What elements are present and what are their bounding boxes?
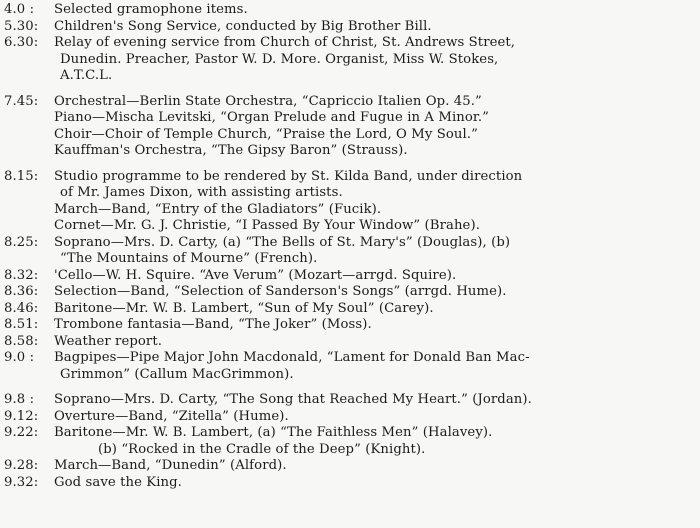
entry-line: Overture—Band, “Zitella” (Hume). (54, 408, 289, 424)
entry-line: Choir—Choir of Temple Church, “Praise the Lord, O My Soul.” (54, 126, 478, 142)
entry-line: Grimmon” (Callum MacGrimmon). (60, 366, 294, 382)
entry-time: 9.32: (4, 474, 39, 490)
entry-body (54, 475, 692, 492)
entry-line: Baritone—Mr. W. B. Lambert, “Sun of My Soul” (Carey). (54, 300, 434, 316)
entry-body (54, 2, 692, 19)
entry-body (54, 350, 692, 383)
entry-time: 9.22: (4, 425, 39, 440)
entry-line: March—Band, “Entry of the Gladiators” (Fucik). (54, 201, 382, 217)
programme-entry (4, 19, 692, 36)
entry-line: of Mr. James Dixon, with assisting artists. (60, 185, 343, 200)
spacer (4, 85, 692, 94)
entry-line: “The Mountains of Mourne” (French). (60, 251, 318, 266)
entry-line: Orchestral—Berlin State Orchestra, “Capriccio Italien Op. 45.” (54, 93, 482, 109)
entry-time: 4.0 : (4, 2, 35, 17)
entry-body (54, 268, 692, 285)
entry-time: 8.25: (4, 234, 39, 250)
programme-entry (4, 284, 692, 301)
spacer (4, 383, 692, 392)
entry-line: Kauffman's Orchestra, “The Gipsy Baron” (Strauss). (54, 143, 408, 158)
entry-body (54, 301, 692, 318)
entry-line: A.T.C.L. (60, 68, 113, 83)
entry-body (54, 35, 692, 85)
programme-entry (4, 235, 692, 268)
entry-time: 8.46: (4, 300, 39, 316)
entry-body (54, 235, 692, 268)
entry-time: 8.58: (4, 333, 39, 349)
entry-body (54, 425, 692, 458)
entry-line: Dunedin. Preacher, Pastor W. D. More. Organist, Miss W. Stokes, (60, 51, 499, 67)
entry-body (54, 169, 692, 235)
programme-entry (4, 94, 692, 160)
programme-entry (4, 350, 692, 383)
programme-entry (4, 458, 692, 475)
entry-body (54, 317, 692, 334)
entry-time: 9.8 : (4, 392, 35, 407)
entry-line: Children's Song Service, conducted by Big Brother Bill. (54, 18, 432, 34)
entry-time: 7.45: (4, 93, 39, 109)
entry-line: Weather report. (54, 333, 163, 349)
entry-line: Selection—Band, “Selection of Sanderson's Songs” (arrgd. Hume). (54, 284, 507, 299)
entry-line: (b) “Rocked in the Cradle of the Deep” (Knight). (98, 441, 426, 457)
entry-body (54, 458, 692, 475)
entry-body (54, 392, 692, 409)
programme-entry (4, 317, 692, 334)
entry-line: Relay of evening service from Church of Christ, St. Andrews Street, (54, 35, 516, 50)
programme-entry (4, 169, 692, 235)
entry-time: 8.51: (4, 317, 39, 332)
programme-entry (4, 475, 692, 492)
entry-line: Soprano—Mrs. D. Carty, (a) “The Bells of St. Mary's” (Douglas), (b) (54, 234, 511, 250)
entry-line: March—Band, “Dunedin” (Alford). (54, 458, 287, 473)
programme-entry (4, 334, 692, 351)
entry-time: 9.12: (4, 408, 39, 424)
entry-line: 'Cello—W. H. Squire. “Ave Verum” (Mozart—arrgd. Squire). (54, 267, 457, 283)
entry-line: Cornet—Mr. G. J. Christie, “I Passed By Your Window” (Brahe). (54, 218, 480, 233)
entry-body (54, 19, 692, 36)
entry-line: God save the King. (54, 474, 182, 490)
entry-time: 5.30: (4, 18, 39, 34)
entry-line: Piano—Mischa Levitski, “Organ Prelude and Fugue in A Minor.” (54, 110, 489, 125)
entry-body (54, 409, 692, 426)
entry-time: 9.0 : (4, 350, 35, 365)
entry-time: 6.30: (4, 35, 39, 50)
programme-entry (4, 301, 692, 318)
programme-entry (4, 409, 692, 426)
programme-entry (4, 268, 692, 285)
entry-line: Bagpipes—Pipe Major John Macdonald, “Lament for Donald Ban Mac- (54, 350, 530, 365)
entry-time: 8.36: (4, 284, 39, 299)
entry-line: Selected gramophone items. (54, 2, 248, 17)
programme-entry (4, 425, 692, 458)
entry-time: 8.32: (4, 267, 39, 283)
entry-body (54, 334, 692, 351)
entry-line: Baritone—Mr. W. B. Lambert, (a) “The Faithless Men” (Halavey). (54, 425, 493, 440)
entry-body (54, 284, 692, 301)
entry-time: 8.15: (4, 168, 39, 184)
programme-entry (4, 2, 692, 19)
spacer (4, 160, 692, 169)
entry-time: 9.28: (4, 458, 39, 473)
entry-line: Trombone fantasia—Band, “The Joker” (Moss). (54, 317, 372, 332)
programme-entry (4, 35, 692, 85)
entry-body (54, 94, 692, 160)
programme-entry (4, 392, 692, 409)
entry-line: Studio programme to be rendered by St. Kilda Band, under direction (54, 168, 523, 184)
entry-line: Soprano—Mrs. D. Carty, “The Song that Reached My Heart.” (Jordan). (54, 392, 532, 407)
